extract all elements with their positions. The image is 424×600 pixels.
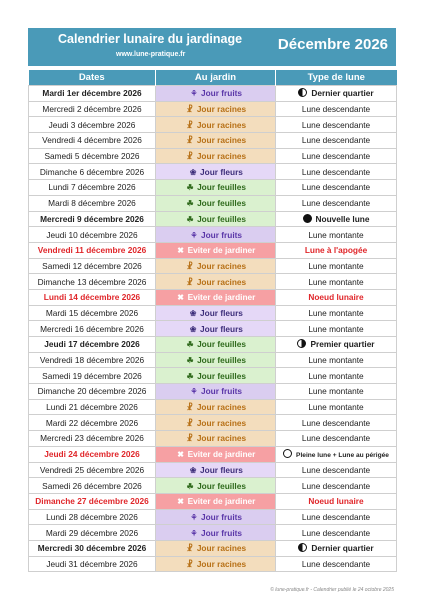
moon-label: Noeud lunaire <box>308 496 364 507</box>
garden-cell <box>156 101 276 117</box>
moon-cell <box>276 101 397 117</box>
leaves-icon: ☘ <box>186 183 194 193</box>
moon-cell <box>276 180 397 196</box>
date-cell: Dimanche 13 décembre 2026 <box>29 274 156 290</box>
moon-label: Dernier quartier <box>311 88 374 99</box>
table-row <box>29 274 397 290</box>
roots-icon: ☧ <box>186 544 193 554</box>
date-cell: Dimanche 27 décembre 2026 <box>29 493 156 509</box>
date-cell: Mardi 1er décembre 2026 <box>29 86 156 102</box>
last-quarter-moon-icon <box>298 88 307 97</box>
moon-cell <box>276 164 397 180</box>
moon-label: Lune descendante <box>301 104 371 115</box>
flowers-icon: ❀ <box>189 465 197 475</box>
garden-cell <box>156 446 276 462</box>
date-cell: Mercredi 30 décembre 2026 <box>29 540 156 556</box>
moon-label: Dernier quartier <box>311 543 374 554</box>
table-row <box>29 148 397 164</box>
moon-label: Nouvelle lune <box>315 213 370 224</box>
garden-cell <box>156 148 276 164</box>
garden-cell <box>156 493 276 509</box>
moon-cell <box>276 493 397 509</box>
garden-label: Jour feuilles <box>197 182 246 193</box>
date-cell: Mercredi 23 décembre 2026 <box>29 431 156 447</box>
fruits-icon: ⚘ <box>190 230 198 240</box>
flowers-icon: ❀ <box>189 308 197 318</box>
table-row <box>29 133 397 149</box>
date-cell: Vendredi 18 décembre 2026 <box>29 352 156 368</box>
garden-cell <box>156 305 276 321</box>
leaves-icon: ☘ <box>186 214 194 224</box>
leaves-icon: ☘ <box>186 356 194 366</box>
moon-cell <box>276 86 397 102</box>
date-cell: Vendredi 11 décembre 2026 <box>29 242 156 258</box>
moon-cell <box>276 337 397 353</box>
roots-icon: ☧ <box>186 418 193 428</box>
avoid-gardening-icon: ✖ <box>177 293 184 303</box>
garden-cell <box>156 384 276 400</box>
site-url: www.lune-pratique.fr <box>116 51 186 58</box>
leaves-icon: ☘ <box>186 340 194 350</box>
date-cell: Mardi 8 décembre 2026 <box>29 195 156 211</box>
moon-label: Lune montante <box>308 276 364 287</box>
first-quarter-moon-icon <box>297 339 306 348</box>
date-cell: Samedi 5 décembre 2026 <box>29 148 156 164</box>
leaves-icon: ☘ <box>186 371 194 381</box>
garden-label: Jour racines <box>196 558 247 569</box>
garden-cell <box>156 540 276 556</box>
date-cell: Mercredi 2 décembre 2026 <box>29 101 156 117</box>
garden-cell <box>156 86 276 102</box>
moon-label: Noeud lunaire <box>308 292 364 303</box>
moon-cell <box>276 462 397 478</box>
garden-label: Jour racines <box>196 104 247 115</box>
footer-note: © lune-pratique.fr - Calendrier publié le 24 octobre 2025 <box>270 587 394 593</box>
flowers-icon: ❀ <box>189 167 197 177</box>
moon-cell <box>276 133 397 149</box>
date-cell: Mercredi 9 décembre 2026 <box>29 211 156 227</box>
date-cell: Lundi 14 décembre 2026 <box>29 289 156 305</box>
table-row <box>29 195 397 211</box>
table-row <box>29 321 397 337</box>
garden-label: Jour fruits <box>200 386 243 397</box>
roots-icon: ☧ <box>186 120 193 130</box>
moon-label: Lune descendante <box>301 151 371 162</box>
garden-label: Jour racines <box>196 417 247 428</box>
moon-cell <box>276 415 397 431</box>
moon-label: Lune descendante <box>301 511 371 522</box>
table-row <box>29 352 397 368</box>
date-cell: Samedi 19 décembre 2026 <box>29 368 156 384</box>
avoid-gardening-icon: ✖ <box>177 497 184 507</box>
moon-label: Lune descendante <box>301 182 371 193</box>
table-row <box>29 525 397 541</box>
moon-cell <box>276 148 397 164</box>
table-row <box>29 164 397 180</box>
table-row <box>29 462 397 478</box>
moon-cell <box>276 305 397 321</box>
garden-cell <box>156 415 276 431</box>
moon-cell <box>276 540 397 556</box>
table-row <box>29 415 397 431</box>
table-row <box>29 384 397 400</box>
table-row <box>29 305 397 321</box>
moon-cell <box>276 195 397 211</box>
garden-cell <box>156 164 276 180</box>
garden-label: Jour fleurs <box>200 307 243 318</box>
roots-icon: ☧ <box>186 559 193 569</box>
table-row <box>29 242 397 258</box>
flowers-icon: ❀ <box>189 324 197 334</box>
garden-label: Jour feuilles <box>197 198 246 209</box>
garden-cell <box>156 227 276 243</box>
date-cell: Vendredi 25 décembre 2026 <box>29 462 156 478</box>
moon-label: Lune montante <box>308 370 364 381</box>
table-row <box>29 258 397 274</box>
page-title: Calendrier lunaire du jardinage <box>58 32 243 46</box>
garden-label: Jour feuilles <box>197 339 246 350</box>
leaves-icon: ☘ <box>186 481 194 491</box>
month-title: Décembre 2026 <box>277 36 388 53</box>
column-header-lune: Type de lune <box>276 70 397 86</box>
date-cell: Jeudi 17 décembre 2026 <box>29 337 156 353</box>
moon-label: Lune descendante <box>301 464 371 475</box>
date-cell: Jeudi 31 décembre 2026 <box>29 556 156 572</box>
table-row <box>29 431 397 447</box>
garden-cell <box>156 509 276 525</box>
moon-label: Lune descendante <box>301 558 371 569</box>
date-cell: Dimanche 20 décembre 2026 <box>29 384 156 400</box>
garden-label: Jour racines <box>196 543 247 554</box>
new-moon-icon <box>303 214 312 223</box>
moon-cell <box>276 556 397 572</box>
date-cell: Vendredi 4 décembre 2026 <box>29 133 156 149</box>
table-row <box>29 368 397 384</box>
table-row <box>29 493 397 509</box>
moon-label: Lune descendante <box>301 527 371 538</box>
garden-cell <box>156 258 276 274</box>
roots-icon: ☧ <box>186 136 193 146</box>
table-row <box>29 446 397 462</box>
moon-cell <box>276 446 397 462</box>
full-moon-icon <box>283 449 292 458</box>
garden-label: Jour fruits <box>200 527 243 538</box>
garden-cell <box>156 289 276 305</box>
table-row <box>29 399 397 415</box>
fruits-icon: ⚘ <box>190 387 198 397</box>
date-cell: Mardi 22 décembre 2026 <box>29 415 156 431</box>
garden-label: Jour racines <box>196 135 247 146</box>
table-header-row <box>29 70 397 86</box>
moon-cell <box>276 211 397 227</box>
leaves-icon: ☘ <box>186 199 194 209</box>
garden-cell <box>156 242 276 258</box>
garden-label: Jour racines <box>196 276 247 287</box>
moon-label: Lune montante <box>308 229 364 240</box>
garden-cell <box>156 133 276 149</box>
date-cell: Samedi 26 décembre 2026 <box>29 478 156 494</box>
table-row <box>29 289 397 305</box>
date-cell: Mercredi 16 décembre 2026 <box>29 321 156 337</box>
garden-cell <box>156 352 276 368</box>
garden-label: Jour fruits <box>200 511 243 522</box>
fruits-icon: ⚘ <box>190 528 198 538</box>
moon-cell <box>276 509 397 525</box>
roots-icon: ☧ <box>186 434 193 444</box>
column-header-dates: Dates <box>29 70 156 86</box>
table-row <box>29 478 397 494</box>
garden-cell <box>156 431 276 447</box>
moon-cell <box>276 384 397 400</box>
moon-cell <box>276 227 397 243</box>
lunar-calendar-table <box>28 70 397 572</box>
garden-cell <box>156 337 276 353</box>
garden-label: Jour feuilles <box>197 355 246 366</box>
avoid-gardening-icon: ✖ <box>177 450 184 460</box>
date-cell: Jeudi 3 décembre 2026 <box>29 117 156 133</box>
date-cell: Mardi 15 décembre 2026 <box>29 305 156 321</box>
garden-cell <box>156 274 276 290</box>
moon-label: Lune descendante <box>301 198 371 209</box>
garden-cell <box>156 211 276 227</box>
roots-icon: ☧ <box>186 152 193 162</box>
garden-label: Jour fleurs <box>200 166 243 177</box>
table-row <box>29 101 397 117</box>
date-cell: Mardi 29 décembre 2026 <box>29 525 156 541</box>
moon-cell <box>276 321 397 337</box>
avoid-gardening-icon: ✖ <box>177 246 184 256</box>
moon-label: Lune montante <box>308 355 364 366</box>
last-quarter-moon-icon <box>298 543 307 552</box>
table-row <box>29 117 397 133</box>
moon-cell <box>276 399 397 415</box>
garden-label: Jour feuilles <box>197 480 246 491</box>
moon-label: Pleine lune + Lune au périgée <box>296 452 389 460</box>
table-row <box>29 337 397 353</box>
table-row <box>29 509 397 525</box>
garden-label: Eviter de jardiner <box>187 245 256 256</box>
moon-cell <box>276 352 397 368</box>
garden-label: Jour feuilles <box>197 213 246 224</box>
table-row <box>29 227 397 243</box>
garden-label: Eviter de jardiner <box>187 292 256 303</box>
moon-label: Lune descendante <box>301 119 371 130</box>
moon-cell <box>276 117 397 133</box>
garden-label: Jour racines <box>196 402 247 413</box>
moon-cell <box>276 258 397 274</box>
moon-label: Lune descendante <box>301 480 371 491</box>
garden-cell <box>156 117 276 133</box>
moon-label: Premier quartier <box>310 339 375 350</box>
garden-cell <box>156 321 276 337</box>
garden-cell <box>156 368 276 384</box>
garden-cell <box>156 556 276 572</box>
garden-label: Jour fleurs <box>200 464 243 475</box>
date-cell: Lundi 28 décembre 2026 <box>29 509 156 525</box>
garden-label: Jour racines <box>196 119 247 130</box>
fruits-icon: ⚘ <box>190 512 198 522</box>
header-banner <box>28 28 396 66</box>
garden-label: Eviter de jardiner <box>187 449 256 460</box>
garden-cell <box>156 195 276 211</box>
garden-label: Jour fruits <box>200 229 243 240</box>
garden-cell <box>156 180 276 196</box>
garden-label: Jour fleurs <box>200 323 243 334</box>
garden-label: Jour feuilles <box>197 370 246 381</box>
table-row <box>29 86 397 102</box>
moon-label: Lune montante <box>308 402 364 413</box>
moon-cell <box>276 242 397 258</box>
roots-icon: ☧ <box>186 105 193 115</box>
moon-label: Lune descendante <box>301 417 371 428</box>
moon-cell <box>276 289 397 305</box>
garden-cell <box>156 525 276 541</box>
garden-cell <box>156 478 276 494</box>
date-cell: Samedi 12 décembre 2026 <box>29 258 156 274</box>
roots-icon: ☧ <box>186 403 193 413</box>
garden-label: Jour racines <box>196 260 247 271</box>
garden-label: Eviter de jardiner <box>187 496 256 507</box>
garden-label: Jour fruits <box>200 88 243 99</box>
table-row <box>29 540 397 556</box>
moon-label: Lune à l'apogée <box>304 245 368 256</box>
date-cell: Jeudi 24 décembre 2026 <box>29 446 156 462</box>
moon-label: Lune montante <box>308 260 364 271</box>
moon-cell <box>276 274 397 290</box>
roots-icon: ☧ <box>186 277 193 287</box>
garden-cell <box>156 399 276 415</box>
date-cell: Jeudi 10 décembre 2026 <box>29 227 156 243</box>
moon-label: Lune montante <box>308 386 364 397</box>
table-row <box>29 211 397 227</box>
moon-label: Lune descendante <box>301 166 371 177</box>
moon-label: Lune montante <box>308 323 364 334</box>
moon-label: Lune descendante <box>301 433 371 444</box>
garden-label: Jour racines <box>196 433 247 444</box>
table-row <box>29 556 397 572</box>
moon-cell <box>276 431 397 447</box>
date-cell: Dimanche 6 décembre 2026 <box>29 164 156 180</box>
moon-label: Lune descendante <box>301 135 371 146</box>
fruits-icon: ⚘ <box>190 89 198 99</box>
date-cell: Lundi 7 décembre 2026 <box>29 180 156 196</box>
moon-cell <box>276 368 397 384</box>
column-header-jardin: Au jardin <box>156 70 276 86</box>
garden-cell <box>156 462 276 478</box>
garden-label: Jour racines <box>196 151 247 162</box>
table-row <box>29 180 397 196</box>
date-cell: Lundi 21 décembre 2026 <box>29 399 156 415</box>
moon-cell <box>276 478 397 494</box>
moon-label: Lune montante <box>308 307 364 318</box>
roots-icon: ☧ <box>186 261 193 271</box>
moon-cell <box>276 525 397 541</box>
